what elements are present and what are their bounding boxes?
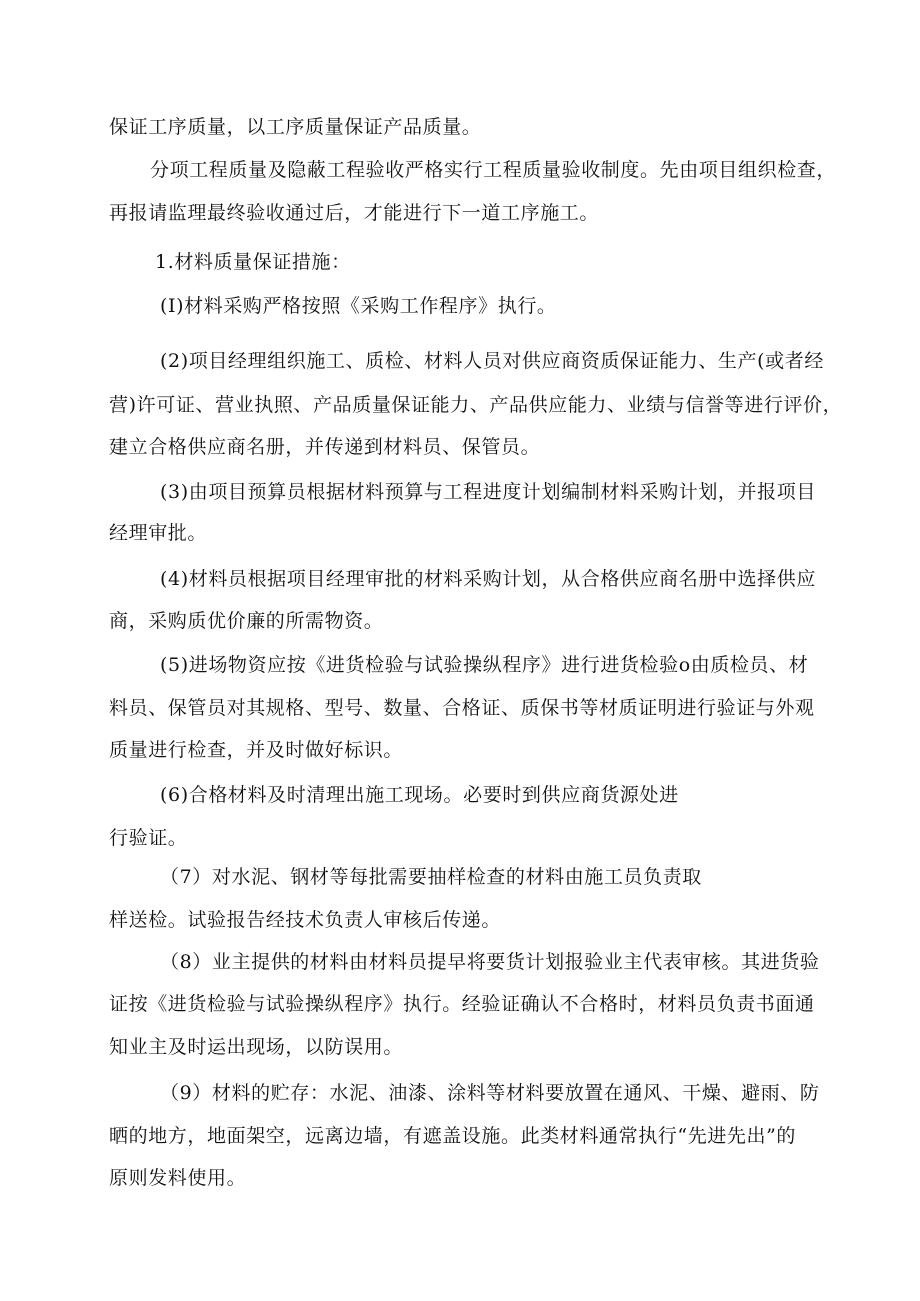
text-line: 再报请监理最终验收通过后，才能进行下一道工序施工。: [109, 202, 600, 224]
text-line: 知业主及时运出现场，以防误用。: [109, 1036, 404, 1058]
text-line: 行验证。: [109, 827, 188, 849]
text-line: （7）对水泥、钢材等每批需要抽样检查的材料由施工员负责取: [160, 866, 702, 888]
text-line: 经理审批。: [109, 522, 208, 544]
text-line: 商，采购质优价廉的所需物资。: [109, 610, 384, 632]
text-line: 1.材料质量保证措施：: [155, 251, 351, 273]
text-line: 建立合格供应商名册，并传递到材料员、保管员。: [109, 436, 541, 458]
text-line: 质量进行检查，并及时做好标识。: [109, 739, 404, 761]
text-line: 分项工程质量及隐蔽工程验收严格实行工程质量验收制度。先由项目组织检查，: [150, 159, 837, 181]
text-line: (4)材料员根据项目经理审批的材料采购计划，从合格供应商名册中选择供应: [160, 568, 816, 590]
text-line: 晒的地方，地面架空，远离边墙，有遮盖设施。此类材料通常执行“先进先出”的: [109, 1125, 797, 1147]
text-line: 保证工序质量，以工序质量保证产品质量。: [109, 116, 482, 138]
text-line: （8）业主提供的材料由材料员提早将要货计划报验业主代表审核。其进货验: [160, 951, 820, 973]
text-line: 料员、保管员对其规格、型号、数量、合格证、质保书等材质证明进行验证与外观: [109, 697, 815, 719]
text-line: (5)进场物资应按《进货检验与试验操纵程序》进行进货检验o由质检员、材: [160, 654, 809, 676]
text-line: (I)材料采购严格按照《采购工作程序》执行。: [160, 295, 557, 317]
text-line: 样送检。试验报告经技术负责人审核后传递。: [109, 909, 502, 931]
text-line: (3)由项目预算员根据材料预算与工程进度计划编制材料采购计划，并报项目: [160, 481, 816, 503]
text-line: (6)合格材料及时清理出施工现场。必要时到供应商货源处进: [160, 784, 679, 806]
text-line: （9）材料的贮存：水泥、油漆、涂料等材料要放置在通风、干燥、避雨、防: [160, 1082, 820, 1104]
text-line: 营)许可证、营业执照、产品质量保证能力、产品供应能力、业绩与信誉等进行评价，: [109, 394, 843, 416]
text-line: 证按《进货检验与试验操纵程序》执行。经验证确认不合格时，材料员负责书面通: [109, 993, 815, 1015]
text-line: (2)项目经理组织施工、质检、材料人员对供应商资质保证能力、生产(或者经: [160, 350, 824, 372]
text-line: 原则发料使用。: [109, 1167, 247, 1189]
